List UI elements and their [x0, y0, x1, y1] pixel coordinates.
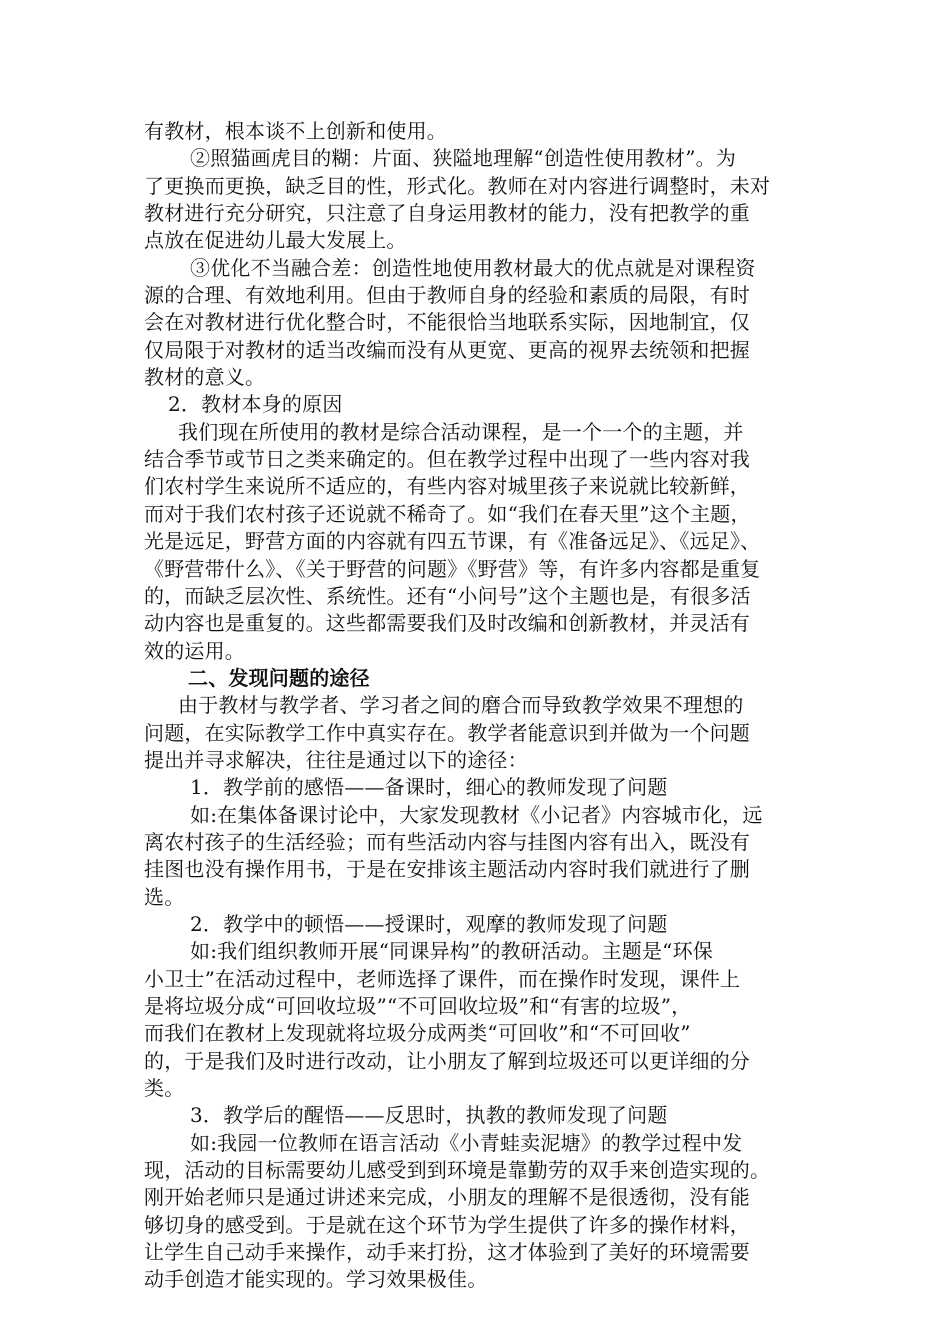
text-line: 选。	[144, 884, 185, 909]
text-line: 让学生自己动手来操作，动手来打扮，这才体验到了美好的环境需要	[144, 1240, 750, 1265]
text-line: 挂图也没有操作用书，于是在安排该主题活动内容时我们就进行了删	[144, 857, 750, 882]
text-line: 效的运用。	[144, 638, 245, 663]
text-line: 教材的意义。	[144, 365, 266, 390]
paragraph-line: 如:我园一位教师在语言活动《小青蛙卖泥塘》的教学过程中发	[190, 1130, 743, 1155]
paragraph-line: ②照猫画虎目的糊：片面、狭隘地理解“创造性使用教材”。为	[190, 146, 737, 171]
text-line: 的，于是我们及时进行改动，让小朋友了解到垃圾还可以更详细的分	[144, 1048, 750, 1073]
text-line: 源的合理、有效地利用。但由于教师自身的经验和素质的局限，有时	[144, 283, 750, 308]
section-heading: 二、发现问题的途径	[188, 665, 370, 690]
text-line: 刚开始老师只是通过讲述来完成，小朋友的理解不是很透彻，没有能	[144, 1185, 750, 1210]
text-line: 离农村孩子的生活经验；而有些活动内容与挂图内容有出入，既没有	[144, 829, 750, 854]
subheading-line: 1．教学前的感悟——备课时，细心的教师发现了问题	[190, 775, 668, 800]
paragraph-line: 由于教材与教学者、学习者之间的磨合而导致教学效果不理想的	[178, 693, 744, 718]
text-line: 有教材，根本谈不上创新和使用。	[144, 119, 447, 143]
text-line: 动内容也是重复的。这些都需要我们及时改编和创新教材，并灵活有	[144, 611, 750, 636]
text-line: 会在对教材进行优化整合时，不能很恰当地联系实际，因地制宜，仅	[144, 310, 750, 335]
text-line: 而我们在教材上发现就将垃圾分成两类“可回收”和“不可回收”	[144, 1021, 691, 1046]
text-line: 而对于我们农村孩子还说就不稀奇了。如“我们在春天里”这个主题，	[144, 501, 751, 526]
paragraph-line: 我们现在所使用的教材是综合活动课程，是一个一个的主题，并	[178, 419, 744, 444]
text-line: 是将垃圾分成“可回收垃圾”“不可回收垃圾”和“有害的垃圾”，	[144, 994, 692, 1018]
text-line: 仅局限于对教材的适当改编而没有从更宽、更高的视界去统领和把握	[144, 337, 750, 362]
subheading-line: 2．教学中的顿悟——授课时，观摩的教师发现了问题	[190, 911, 668, 936]
text-line: 现，活动的目标需要幼儿感受到到环境是靠勤劳的双手来创造实现的。	[144, 1158, 771, 1183]
text-line: 教材进行充分研究，只注意了自身运用教材的能力，没有把教学的重	[144, 201, 750, 226]
document-page	[144, 118, 814, 1294]
text-line: 类。	[144, 1076, 185, 1101]
text-line: 结合季节或节日之类来确定的。但在教学过程中出现了一些内容对我	[144, 447, 750, 472]
text-line: 够切身的感受到。于是就在这个环节为学生提供了许多的操作材料，	[144, 1212, 750, 1237]
subheading-line: 2．教材本身的原因	[168, 392, 343, 417]
text-line: 小卫士”在活动过程中，老师选择了课件，而在操作时发现，课件上	[144, 966, 741, 991]
text-line: 问题，在实际教学工作中真实存在。教学者能意识到并做为一个问题	[144, 720, 750, 745]
paragraph-line: 如:在集体备课讨论中，大家发现教材《小记者》内容城市化，远	[190, 802, 763, 827]
text-line: 们农村学生来说所不适应的，有些内容对城里孩子来说就比较新鲜，	[144, 474, 750, 499]
text-line: 提出并寻求解决，往往是通过以下的途径：	[144, 747, 528, 772]
subheading-line: 3．教学后的醒悟——反思时，执教的教师发现了问题	[190, 1103, 668, 1128]
text-line: 点放在促进幼儿最大发展上。	[144, 228, 407, 253]
paragraph-line: 如:我们组织教师开展“同课异构”的教研活动。主题是“环保	[190, 939, 714, 964]
text-line: 动手创造才能实现的。学习效果极佳。	[144, 1267, 488, 1292]
paragraph-line: ③优化不当融合差：创造性地使用教材最大的优点就是对课程资	[190, 255, 756, 280]
text-line: 《野营带什么》、《关于野营的问题》《野营》等，有许多内容都是重复	[144, 556, 761, 581]
text-line: 光是远足，野营方面的内容就有四五节课，有《准备远足》、《远足》、	[144, 529, 761, 554]
text-line: 的，而缺乏层次性、系统性。还有“小问号”这个主题也是，有很多活	[144, 583, 751, 608]
text-line: 了更换而更换，缺乏目的性，形式化。教师在对内容进行调整时，未对	[144, 173, 771, 198]
